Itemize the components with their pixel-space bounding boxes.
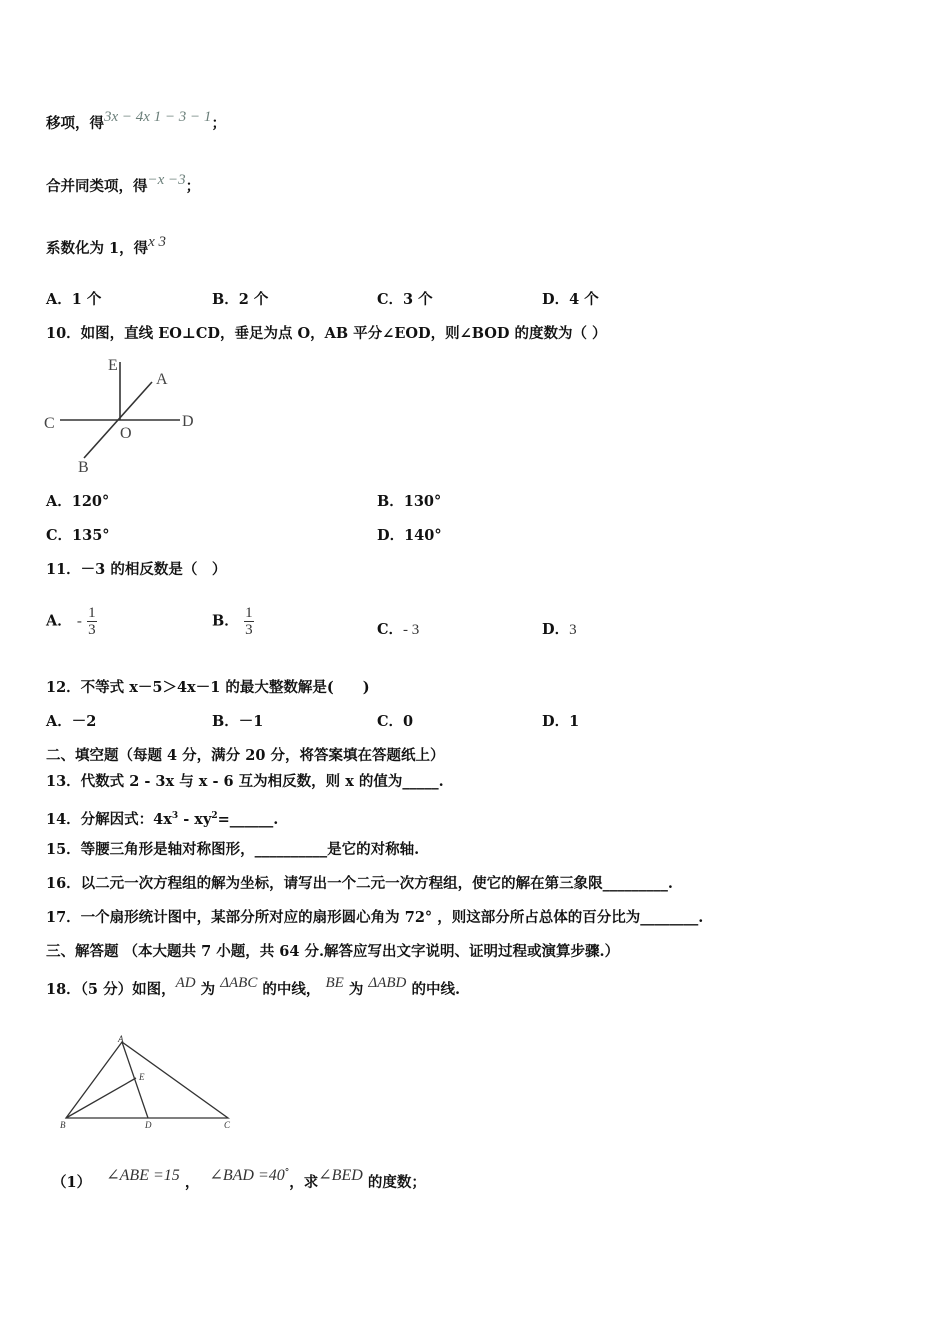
q9-option-b[interactable]: B．2 个 (212, 291, 269, 308)
q9-option-c[interactable]: C．3 个 (377, 291, 433, 308)
q17-text: 17．一个扇形统计图中，某部分所对应的扇形圆心角为 72° ，则这部分所占总体的百分比为________. (46, 909, 704, 926)
q18-math-be: BE (325, 975, 344, 991)
q12-option-c[interactable]: C．0 (377, 713, 414, 730)
fraction-numerator: 1 (245, 605, 253, 621)
q10-option-d[interactable]: D．140° (377, 527, 442, 544)
q18-figure (56, 1034, 246, 1130)
section-2-heading: 二、填空题（每题 4 分，满分 20 分，将答案填在答题纸上） (46, 747, 445, 764)
label-a: A (118, 1034, 124, 1044)
step-transpose-end: ； (211, 115, 226, 132)
q11-text: 11．－3 的相反数是（ ） (46, 561, 227, 578)
q18-word-1: 为 (200, 981, 216, 998)
q9-option-a[interactable]: A．1 个 (46, 291, 102, 308)
fraction-denominator: 3 (88, 622, 96, 638)
label-e: E (139, 1072, 145, 1082)
section-3-heading: 三、解答题 （本大题共 7 小题，共 64 分.解答应写出文字说明、证明过程或演算步骤.） (46, 943, 620, 960)
q11-option-d[interactable] (542, 620, 577, 640)
q11-option-d-label: D． (542, 621, 570, 638)
q18-sub1-math-bed: ∠BED (318, 1167, 363, 1184)
label-a: A (156, 371, 168, 388)
label-o: O (120, 425, 132, 442)
q11-option-d-value: 3 (569, 622, 577, 638)
q12-option-a[interactable]: A．－2 (46, 713, 97, 730)
q12-option-d[interactable]: D．1 (542, 713, 580, 730)
label-d: D (182, 413, 194, 430)
q14-prefix: 14．分解因式：4x (46, 810, 172, 828)
q18-sub1-mid: ，求 (289, 1174, 319, 1191)
triangle-abc (66, 1042, 228, 1118)
q10-figure (40, 350, 200, 480)
q10-option-a[interactable]: A．120° (46, 493, 110, 510)
q15-text: 15．等腰三角形是轴对称图形，__________是它的对称轴. (46, 841, 420, 858)
q14-text (46, 806, 278, 830)
q12-option-b[interactable]: B．－1 (212, 713, 264, 730)
q10-text: 10．如图，直线 EO⊥CD，垂足为点 O，AB 平分∠EOD，则∠BOD 的度数为（ ） (46, 325, 607, 342)
q18-prefix: 18．（5 分）如图， (46, 981, 176, 998)
step-combine (46, 172, 201, 197)
q18-sub1-math-abe: ∠ABE =15 (106, 1167, 180, 1184)
label-c: C (44, 415, 55, 432)
fraction-numerator: 1 (88, 605, 96, 621)
label-b: B (78, 459, 89, 476)
q18-word-3: 为 (348, 981, 364, 998)
q18-word-2: 的中线， (262, 981, 321, 998)
q11-option-c-value: - 3 (403, 622, 420, 638)
step-transpose-math: 3x − 4x 1 − 3 − 1 (104, 109, 212, 125)
step-combine-label: 合并同类项，得 (46, 178, 148, 195)
q14-middle: - xy (178, 810, 212, 828)
q18-sub1-label: （1） (52, 1174, 92, 1191)
q18-sub1-end: 的度数； (367, 1174, 426, 1191)
label-c: C (224, 1120, 231, 1130)
q11-option-c[interactable] (377, 620, 419, 640)
step-transpose (46, 109, 226, 134)
q14-suffix: =______. (217, 810, 279, 828)
label-b: B (60, 1120, 66, 1130)
q18-math-abc: ΔABC (220, 975, 258, 991)
q14-exponent-2: 2 (211, 811, 218, 821)
step-coefficient (46, 234, 167, 259)
q11-option-a-sign: - (76, 613, 82, 630)
q16-text: 16．以二元一次方程组的解为坐标，请写出一个二元一次方程组，使它的解在第三象限_________. (46, 875, 673, 892)
fraction-denominator: 3 (245, 622, 253, 638)
q12-text: 12．不等式 x－5＞4x－1 的最大整数解是( ) (46, 679, 370, 696)
step-combine-end: ； (185, 178, 201, 195)
q9-option-d[interactable]: D．4 个 (542, 291, 599, 308)
q14-exponent-1: 3 (171, 811, 179, 821)
q18-sub1-degree: ° (284, 1168, 290, 1178)
q18-math-abd: ΔABD (368, 975, 407, 991)
q11-option-b-label: B． (212, 612, 239, 630)
q10-option-b[interactable]: B．130° (377, 493, 442, 510)
step-combine-math: −x −3 (147, 172, 186, 188)
q11-option-a[interactable] (46, 605, 97, 638)
q18-text (46, 975, 461, 1000)
label-d: D (145, 1120, 152, 1130)
segment-be (66, 1078, 136, 1118)
q11-option-b-fraction (244, 605, 254, 638)
q18-sub1-sep: ， (184, 1174, 200, 1191)
step-coefficient-label: 系数化为 1，得 (46, 240, 149, 257)
q18-math-ad: AD (175, 975, 196, 991)
q13-text: 13．代数式 2 - 3x 与 x - 6 互为相反数，则 x 的值为_____. (46, 773, 444, 790)
q11-option-a-label: A． (46, 612, 72, 630)
q11-option-c-label: C． (377, 621, 404, 638)
q11-option-b[interactable] (212, 605, 254, 638)
q18-sub1 (52, 1167, 426, 1195)
q11-option-a-fraction (87, 605, 97, 638)
step-coefficient-math: x 3 (148, 234, 167, 250)
q18-sub1-math-bad: ∠BAD =40 (209, 1167, 285, 1184)
step-transpose-label: 移项，得 (46, 115, 104, 132)
label-e: E (108, 357, 118, 374)
q10-option-c[interactable]: C．135° (46, 527, 110, 544)
q18-word-4: 的中线. (411, 981, 461, 998)
